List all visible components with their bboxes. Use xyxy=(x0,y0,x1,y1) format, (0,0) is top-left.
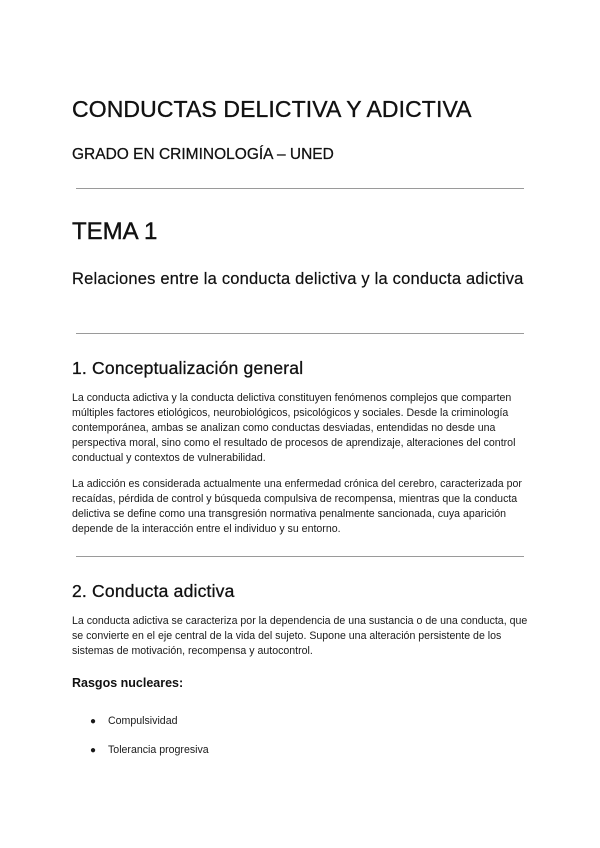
paragraph: La conducta adictiva se caracteriza por la dependencia de una sustancia o de una conducta, que se convierte en el eje central de la vida del sujeto. Supone una alteración persistente de los sistemas de motivación, recompensa y autocontrol. xyxy=(72,615,528,657)
divider xyxy=(76,556,524,557)
divider xyxy=(76,333,524,334)
bullet-icon: ● xyxy=(90,716,97,727)
list-item-text: Tolerancia progresiva xyxy=(108,744,209,756)
document-title: CONDUCTAS DELICTIVA Y ADICTIVA xyxy=(72,96,472,122)
traits-label: Rasgos nucleares: xyxy=(72,676,184,690)
paragraph: La adicción es considerada actualmente una enfermedad crónica del cerebro, caracterizada por recaídas, pérdida de control y búsqueda compulsiva de recompensa, mientras que la conducta delictiva se define como una transgresión normativa penalmente sancionada, cuya aparición depende de la interacción entre el individuo y su entorno. xyxy=(72,478,522,535)
bullet-icon: ● xyxy=(90,745,97,756)
section-heading: 1. Conceptualización general xyxy=(72,358,304,378)
list-item-text: Compulsividad xyxy=(108,715,178,727)
document-subtitle: GRADO EN CRIMINOLOGÍA – UNED xyxy=(72,146,334,163)
paragraph: La conducta adictiva y la conducta delictiva constituyen fenómenos complejos que comparten múltiples factores etiológicos, neurobiológicos, psicológicos y sociales. Desde la criminología contemporánea, ambas se analizan como conductas desviadas, entendidas no desde una perspectiva moral, sino como el resultado de procesos de aprendizaje, alteraciones del control conductual y contextos de vulnerabilidad. xyxy=(72,392,516,464)
section-heading: 2. Conducta adictiva xyxy=(72,581,235,601)
topic-subtitle: Relaciones entre la conducta delictiva y la conducta adictiva xyxy=(72,270,524,288)
topic-title: TEMA 1 xyxy=(72,218,158,245)
divider xyxy=(76,188,524,189)
